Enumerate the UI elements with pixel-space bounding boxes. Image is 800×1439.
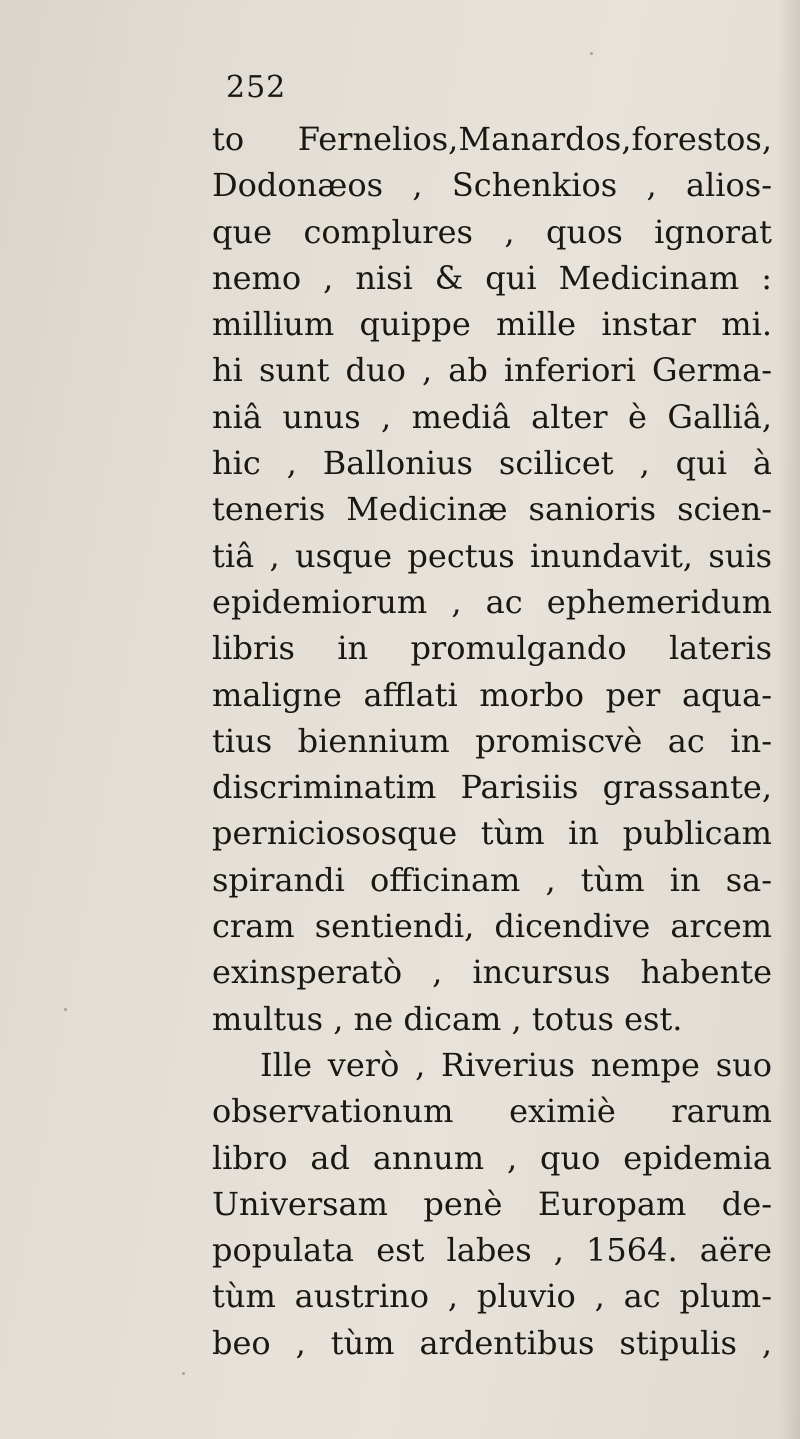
text-line: hic , Ballonius scilicet , qui à (212, 444, 772, 483)
text-line: Dodonæos , Schenkios , alios- (212, 166, 772, 205)
text-line: nemo , nisi & qui Medicinam : (212, 258, 772, 297)
text-line: Ille verò , Riverius nempe suo (260, 1045, 772, 1084)
text-line: perniciososque tùm in publicam (212, 814, 772, 853)
text-line: tùm austrino , pluvio , ac plum- (212, 1277, 772, 1316)
text-line: niâ unus , mediâ alter è Galliâ, (212, 397, 772, 436)
text-line: multus , ne dicam , totus est. (212, 999, 683, 1038)
text-line: observationum eximiè rarum (212, 1092, 772, 1131)
text-line: cram sentiendi, dicendive arcem (212, 907, 772, 946)
text-line: populata est labes , 1564. aëre (212, 1231, 772, 1270)
text-line: tius biennium promiscvè ac in- (212, 721, 772, 760)
text-line: teneris Medicinæ sanioris scien- (212, 490, 772, 529)
page-number: 252 (226, 70, 287, 105)
body-text (212, 116, 772, 1366)
text-line: hi sunt duo , ab inferiori Germa- (212, 351, 772, 390)
text-line: libro ad annum , quo epidemia (212, 1138, 772, 1177)
text-line: beo , tùm ardentibus stipulis , (212, 1323, 772, 1362)
text-line: millium quippe mille instar mi. (212, 305, 772, 344)
text-line: maligne afflati morbo per aqua- (212, 675, 772, 714)
text-line: que complures , quos ignorat (212, 212, 772, 251)
text-line: discriminatim Parisiis grassante, (212, 768, 772, 807)
paper-speck (590, 52, 593, 55)
text-line: tiâ , usque pectus inundavit, suis (212, 536, 772, 575)
paper-speck (182, 1372, 185, 1375)
text-line: libris in promulgando lateris (212, 629, 772, 668)
text-line: epidemiorum , ac ephemeridum (212, 582, 772, 621)
text-line: to Fernelios,Manardos,forestos, (212, 120, 772, 158)
text-line: Universam penè Europam de- (212, 1184, 772, 1223)
text-line: spirandi officinam , tùm in sa- (212, 860, 772, 899)
text-line: exinsperatò , incursus habente (212, 953, 772, 992)
paper-speck (64, 1008, 67, 1011)
page-edge-shadow (778, 0, 800, 1439)
